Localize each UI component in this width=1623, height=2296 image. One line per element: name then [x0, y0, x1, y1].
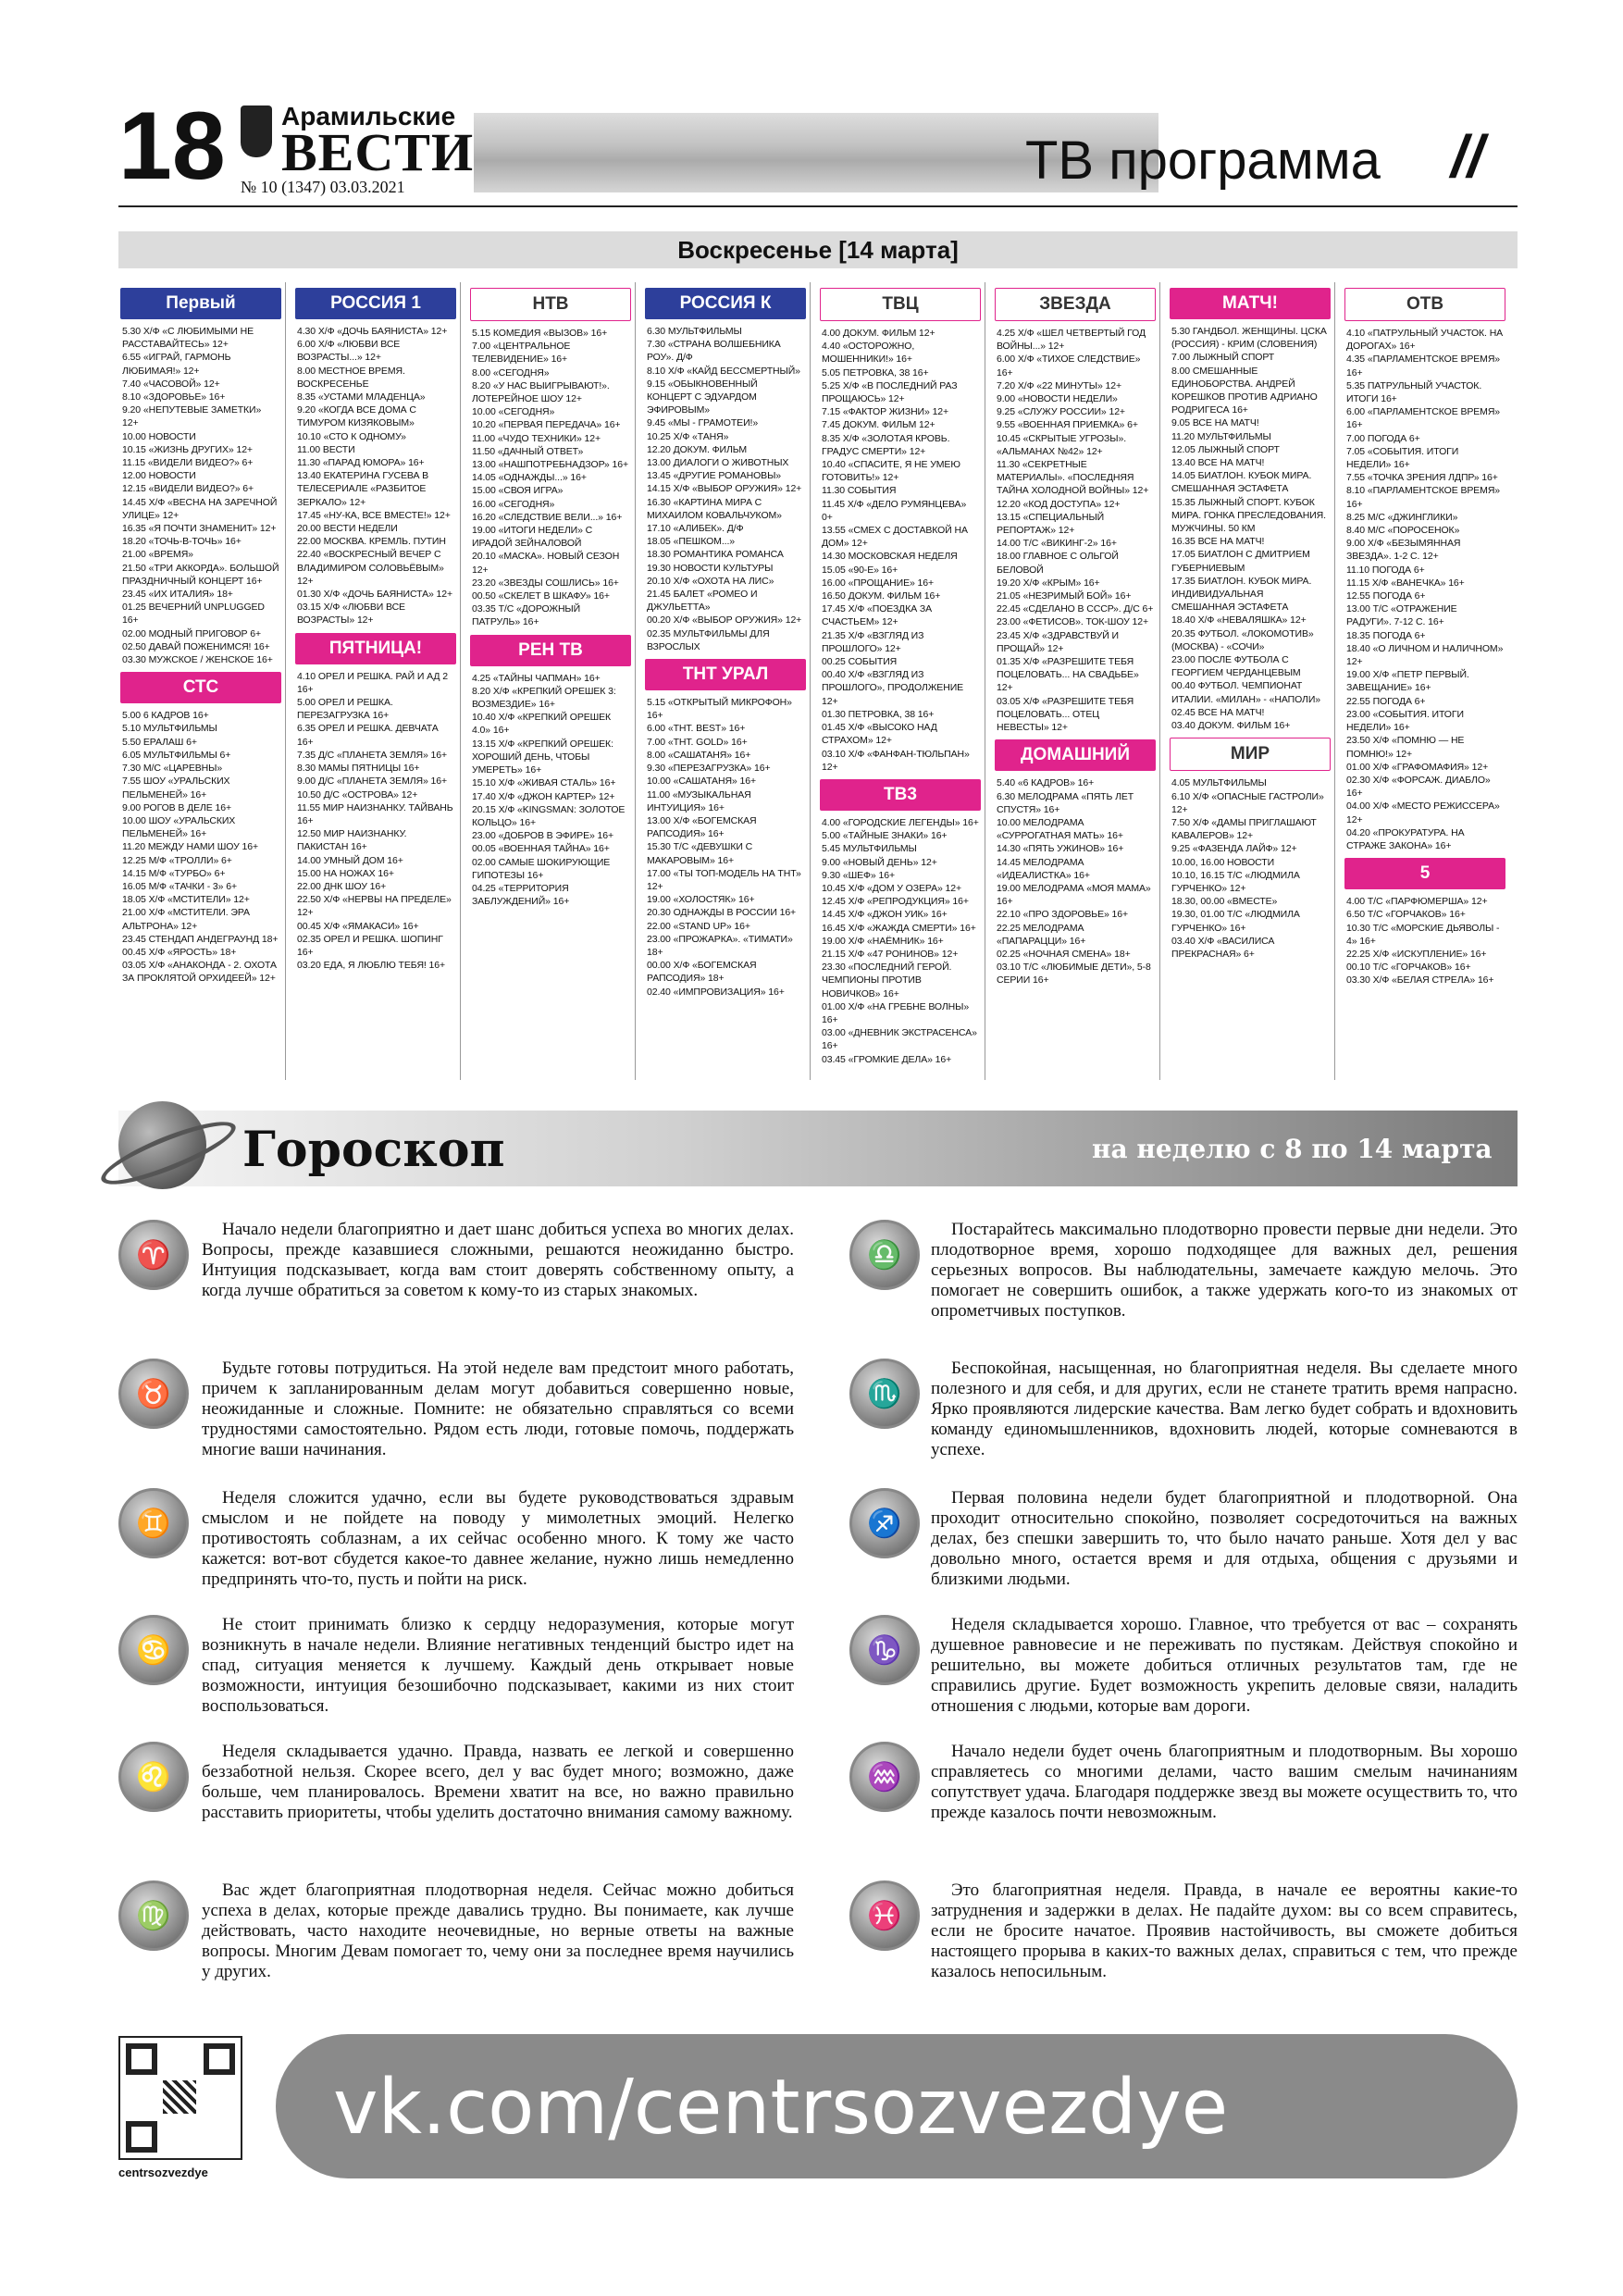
program-list: 4.30 Х/Ф «ДОЧЬ БАЯНИСТА» 12+ 6.00 Х/Ф «ЛЮБВИ ВСЕ ВОЗРАСТЫ...» 12+ 8.00 МЕСТНОЕ ВРЕМЯ. ВОСКРЕСЕНЬЕ 8.35 «УСТАМИ МЛАДЕНЦА» 9.20 «КОГДА ВСЕ ДОМА С ТИМУРОМ КИЗЯКОВЫМ» 10.10 «СТО К ОДНОМУ» 11.00 ВЕСТИ 11.30 «ПАРАД ЮМОРА» 16+ 13.40 ЕКАТЕРИНА ГУСЕВА В ТЕЛЕСЕРИАЛЕ «РАЗБИТОЕ ЗЕРКАЛО» 12+ 17.45 «НУ-КА, ВСЕ ВМЕСТЕ!» 12+ 20.00 ВЕСТИ НЕДЕЛИ 22.00 МОСКВА. КРЕМЛЬ. ПУТИН 22.40 «ВОСКРЕСНЫЙ ВЕЧЕР С ВЛАДИМИРОМ СОЛОВЬЁВЫМ» 12+ 01.30 Х/Ф «ДОЧЬ БАЯНИСТА» 12+ 03.15 Х/Ф «ЛЮБВИ ВСЕ ВОЗРАСТЫ» 12+ [297, 326, 453, 627]
program-list: 5.15 КОМЕДИЯ «ВЫЗОВ» 16+ 7.00 «ЦЕНТРАЛЬНОЕ ТЕЛЕВИДЕНИЕ» 16+ 8.00 «СЕГОДНЯ» 8.20 «У НАС ВЫИГРЫВАЮТ!». ЛОТЕРЕЙНОЕ ШОУ 12+ 10.00 «СЕГОДНЯ» 10.20 «ПЕРВАЯ ПЕРЕДАЧА» 16+ 11.00 «ЧУДО ТЕХНИКИ» 12+ 11.50 «ДАЧНЫЙ ОТВЕТ» 13.00 «НАШПОТРЕБНАДЗОР» 16+ 14.05 «ОДНАЖДЫ...» 16+ 15.00 «СВОЯ ИГРА» 16.00 «СЕГОДНЯ» 16.20 «СЛЕДСТВИЕ ВЕЛИ...» 16+ 19.00 «ИТОГИ НЕДЕЛИ» С ИРАДОЙ ЗЕЙНАЛОВОЙ 20.10 «МАСКА». НОВЫЙ СЕЗОН 12+ 23.20 «ЗВЕЗДЫ СОШЛИСЬ» 16+ 00.50 «СКЕЛЕТ В ШКАФУ» 16+ 03.35 Т/С «ДОРОЖНЫЙ ПАТРУЛЬ» 16+ [472, 328, 628, 628]
program-list: 5.30 Х/Ф «С ЛЮБИМЫМИ НЕ РАССТАВАЙТЕСЬ» 12+ 6.55 «ИГРАЙ, ГАРМОНЬ ЛЮБИМАЯ!» 12+ 7.40 «ЧАСОВОЙ» 12+ 8.10 «ЗДОРОВЬЕ» 16+ 9.20 «НЕПУТЕВЫЕ ЗАМЕТКИ» 12+ 10.00 НОВОСТИ 10.15 «ЖИЗНЬ ДРУГИХ» 12+ 11.15 «ВИДЕЛИ ВИДЕО?» 6+ 12.00 НОВОСТИ 12.15 «ВИДЕЛИ ВИДЕО?» 6+ 14.45 Х/Ф «ВЕСНА НА ЗАРЕЧНОЙ УЛИЦЕ» 12+ 16.35 «Я ПОЧТИ ЗНАМЕНИТ» 12+ 18.20 «ТОЧЬ-В-ТОЧЬ» 16+ 21.00 «ВРЕМЯ» 21.50 «ТРИ АККОРДА». БОЛЬШОЙ ПРАЗДНИЧНЫЙ КОНЦЕРТ 16+ 23.45 «ИХ ИТАЛИЯ» 18+ 01.25 ВЕЧЕРНИЙ UNPLUGGED 16+ 02.00 МОДНЫЙ ПРИГОВОР 6+ 02.50 ДАВАЙ ПОЖЕНИМСЯ! 16+ 03.30 МУЖСКОЕ / ЖЕНСКОЕ 16+ [122, 326, 279, 666]
section-title: ТВ программа [1025, 130, 1381, 191]
channel-logo: СТС [120, 672, 281, 703]
channel-logo: МАТЧ! [1170, 288, 1331, 319]
cancer-icon: ♋ [118, 1615, 192, 1685]
channel-logo: ЗВЕЗДА [995, 288, 1156, 321]
horoscope-week: на неделю с 8 по 14 марта [1092, 1134, 1493, 1164]
program-list: 5.40 «6 КАДРОВ» 16+ 6.30 МЕЛОДРАМА «ПЯТЬ ЛЕТ СПУСТЯ» 16+ 10.00 МЕЛОДРАМА «СУРРОГАТНАЯ МАТЬ» 16+ 14.30 «ПЯТЬ УЖИНОВ» 16+ 14.45 МЕЛОДРАМА «ИДЕАЛИСТКА» 16+ 19.00 МЕЛОДРАМА «МОЯ МАМА» 16+ 22.10 «ПРО ЗДОРОВЬЕ» 16+ 22.25 МЕЛОДРАМА «ПАПАРАЦЦИ» 16+ 02.25 «НОЧНАЯ СМЕНА» 18+ 03.10 Т/С «ЛЮБИМЫЕ ДЕТИ», 5-8 СЕРИИ 16+ [997, 777, 1151, 987]
horoscope-text: Начало недели благоприятно и дает шанс добиться успеха во многих делах. Вопросы, прежде казавшиеся сложными, решаются неожиданно быстро. Интуиция подсказывает, когда вам стоит доверять собственному опыту, а когда лучше обратиться за советом к кому-то из старых знакомых. [202, 1220, 794, 1300]
channel-logo: НТВ [470, 288, 631, 321]
pisces-icon: ♓ [849, 1880, 923, 1951]
horoscope-text: Беспокойная, насыщенная, но благоприятная неделя. Вы сделаете много полезного и для себя, и для других, если не станете тратить время напрасно. Ярко проявляются лидерские качества. Вам легко будет собрать и вдохновить команду единомышленников, вдохновить людей, которые сомневаются в успехе. [931, 1359, 1518, 1459]
sagittarius-icon: ♐ [849, 1488, 923, 1558]
qr-code-icon[interactable] [118, 2036, 242, 2160]
channel-logo: 5 [1344, 858, 1505, 889]
channel-logo: ДОМАШНИЙ [995, 739, 1156, 771]
horoscope-text: Это благоприятная неделя. Правда, в начале ее вероятны какие-то затруднения и задержки в делах. Не падайте духом: вы со всем справитесь, если не бросите начатое. Проявив настойчивость, вы сможете добиться настоящего прорыва в каких-то важных делах, справиться с тем, что прежде казалось непосильным. [931, 1880, 1518, 1981]
channel-logo: ПЯТНИЦА! [295, 633, 456, 664]
channel-logo: ОТВ [1344, 288, 1505, 321]
channel-logo: РЕН ТВ [470, 635, 631, 666]
tv-column-3 [468, 282, 636, 1080]
channel-logo: ТВ3 [820, 779, 981, 811]
program-list: 4.00 Т/С «ПАРФЮМЕРША» 12+ 6.50 Т/С «ГОРЧАКОВ» 16+ 10.30 Т/С «МОРСКИЕ ДЬЯВОЛЫ - 4» 16+ 22.25 Х/Ф «ИСКУПЛЕНИЕ» 16+ 00.10 Т/С «ГОРЧАКОВ» 16+ 03.30 Х/Ф «БЕЛАЯ СТРЕЛА» 16+ [1346, 896, 1500, 987]
page-number: 18 [118, 93, 226, 200]
channel-logo: МИР [1170, 738, 1331, 771]
channel-logo: РОССИЯ К [645, 288, 806, 319]
day-bar: Воскресенье [14 марта] [118, 231, 1518, 268]
horoscope-text: Неделя складывается хорошо. Главное, что требуется от вас – сохранять душевное равновесие и не переживать по пустякам. Действуя спокойно и решительно, вы можете добиться отличных результатов там, где не справились другие. Будет возможность укрепить деловые связи, наладить отношения с людьми, которые вам дороги. [931, 1615, 1518, 1716]
aquarius-icon: ♒ [849, 1742, 923, 1812]
header-rule [118, 205, 1518, 207]
qr-label: centrsozvezdye [118, 2166, 208, 2179]
horoscope-text: Неделя сложится удачно, если вы будете руководствоваться здравым смыслом и не пойдете на поводу у мимолетных эмоций. Нелегко противостоять соблазнам, а их сейчас особенно много. К тому же часто кажется: вот-вот сбудется какое-то давнее желание, нужно лишь немедленно предпринять что-то, пусть и пойти на риск. [202, 1488, 794, 1589]
program-list: 4.05 МУЛЬТФИЛЬМЫ 6.10 Х/Ф «ОПАСНЫЕ ГАСТРОЛИ» 12+ 7.50 Х/Ф «ДАМЫ ПРИГЛАШАЮТ КАВАЛЕРОВ» 12+ 9.25 «ФАЗЕНДА ЛАЙФ» 12+ 10.00, 16.00 НОВОСТИ 10.10, 16.15 Т/С «ЛЮДМИЛА ГУРЧЕНКО» 12+ 18.30, 00.00 «ВМЕСТЕ» 19.30, 01.00 Т/С «ЛЮДМИЛА ГУРЧЕНКО» 16+ 03.40 Х/Ф «ВАСИЛИСА ПРЕКРАСНАЯ» 6+ [1171, 777, 1324, 960]
tv-column-6 [993, 282, 1160, 1080]
channel-logo: ТВЦ [820, 288, 981, 321]
channel-logo: РОССИЯ 1 [295, 288, 456, 319]
issue-info: № 10 (1347) 03.03.2021 [241, 178, 405, 196]
channel-logo: Первый [120, 288, 281, 319]
vk-link[interactable]: vk.com/centrsozvezdye [333, 2064, 1229, 2152]
horoscope-text: Не стоит принимать близко к сердцу недоразумения, которые могут возникнуть в начале недели. Влияние негативных тенденций быстро идет на спад, ситуация меняется к лучшему. Каждый день открывает новые возможности, интуиция безошибочно подсказывает, какими из них стоит воспользоваться. [202, 1615, 794, 1716]
program-list: 5.15 «ОТКРЫТЫЙ МИКРОФОН» 16+ 6.00 «ТНТ. BEST» 16+ 7.00 «ТНТ. GOLD» 16+ 8.00 «САШАТАНЯ» 16+ 9.30 «ПЕРЕЗАГРУЗКА» 16+ 10.00 «САШАТАНЯ» 16+ 11.00 «МУЗЫКАЛЬНАЯ ИНТУИЦИЯ» 16+ 13.00 Х/Ф «БОГЕМСКАЯ РАПСОДИЯ» 16+ 15.30 Т/С «ДЕВУШКИ С МАКАРОВЫМ» 16+ 17.00 «ТЫ ТОП-МОДЕЛЬ НА ТНТ» 12+ 19.00 «ХОЛОСТЯК» 16+ 20.30 ОДНАЖДЫ В РОССИИ 16+ 22.00 «STAND UP» 16+ 23.00 «ПРОЖАРКА». «ТИМАТИ» 18+ 00.00 Х/Ф «БОГЕМСКАЯ РАПСОДИЯ» 18+ 02.40 «ИМПРОВИЗАЦИЯ» 16+ [647, 697, 801, 998]
scorpio-icon: ♏ [849, 1359, 923, 1429]
channel-logo: ТНТ УРАЛ [645, 659, 806, 690]
program-list: 4.00 ДОКУМ. ФИЛЬМ 12+ 4.40 «ОСТОРОЖНО, МОШЕННИКИ!» 16+ 5.05 ПЕТРОВКА, 38 16+ 5.25 Х/Ф «В ПОСЛЕДНИЙ РАЗ ПРОЩАЮСЬ» 12+ 7.15 «ФАКТОР ЖИЗНИ» 12+ 7.45 ДОКУМ. ФИЛЬМ 12+ 8.35 Х/Ф «ЗОЛОТАЯ КРОВЬ. ГРАДУС СМЕРТИ» 12+ 10.40 «СПАСИТЕ, Я НЕ УМЕЮ ГОТОВИТЬ!» 12+ 11.30 СОБЫТИЯ 11.45 Х/Ф «ДЕЛО РУМЯНЦЕВА» 0+ 13.55 «СМЕХ С ДОСТАВКОЙ НА ДОМ» 12+ 14.30 МОСКОВСКАЯ НЕДЕЛЯ 15.05 «90-Е» 16+ 16.00 «ПРОЩАНИЕ» 16+ 16.50 ДОКУМ. ФИЛЬМ 16+ 17.45 Х/Ф «ПОЕЗДКА ЗА СЧАСТЬЕМ» 12+ 21.35 Х/Ф «ВЗГЛЯД ИЗ ПРОШЛОГО» 12+ 00.25 СОБЫТИЯ 00.40 Х/Ф «ВЗГЛЯД ИЗ ПРОШЛОГО», ПРОДОЛЖЕНИЕ 12+ 01.30 ПЕТРОВКА, 38 16+ 01.45 Х/Ф «ВЫСОКО НАД СТРАХОМ» 12+ 03.10 Х/Ф «ФАНФАН-ТЮЛЬПАН» 12+ [822, 328, 970, 773]
horoscope-text: Постарайтесь максимально плодотворно провести первые дни недели. Это плодотворное время, хорошо подходящее для важных дел, решения серьезных вопросов. Вы наблюдательны, замечаете каждую мелочь. Это помогает не совершить ошибок, а также удержать кого-то из знакомых от опрометчивых поступков. [931, 1220, 1518, 1321]
tv-column-2 [293, 282, 461, 1080]
tv-column-7 [1168, 282, 1335, 1080]
gemini-icon: ♊ [118, 1488, 192, 1558]
virgo-icon: ♍ [118, 1880, 192, 1951]
horoscope-text: Первая половина недели будет благоприятной и плодотворной. Она проходит относительно спокойно, позволяет сосредоточиться на важных делах, без спешки завершить то, что было начато раньше. Хотя дел у вас довольно много, остается время и для отдыха, общения с друзьями и близкими людьми. [931, 1488, 1518, 1589]
program-list: 6.30 МУЛЬТФИЛЬМЫ 7.30 «СТРАНА ВОЛШЕБНИКА РОУ». Д/Ф 8.10 Х/Ф «КАЙД БЕССМЕРТНЫЙ» 9.15 «ОБЫКНОВЕННЫЙ КОНЦЕРТ С ЭДУАРДОМ ЭФИРОВЫМ» 9.45 «МЫ - ГРАМОТЕИ!» 10.25 Х/Ф «ТАНЯ» 12.20 ДОКУМ. ФИЛЬМ 13.00 ДИАЛОГИ О ЖИВОТНЫХ 13.45 «ДРУГИЕ РОМАНОВЫ» 14.15 Х/Ф «ВЫБОР ОРУЖИЯ» 12+ 16.30 «КАРТИНА МИРА С МИХАИЛОМ КОВАЛЬЧУКОМ» 17.10 «АЛИБЕК». Д/Ф 18.05 «ПЕШКОМ...» 18.30 РОМАНТИКА РОМАНСА 19.30 НОВОСТИ КУЛЬТУРЫ 20.10 Х/Ф «ОХОТА НА ЛИС» 21.45 БАЛЕТ «РОМЕО И ДЖУЛЬЕТТА» 00.20 Х/Ф «ВЫБОР ОРУЖИЯ» 12+ 02.35 МУЛЬТФИЛЬМЫ ДЛЯ ВЗРОСЛЫХ [647, 326, 802, 652]
program-list: 4.25 Х/Ф «ШЕЛ ЧЕТВЕРТЫЙ ГОД ВОЙНЫ...» 12+ 6.00 Х/Ф «ТИХОЕ СЛЕДСТВИЕ» 16+ 7.20 Х/Ф «22 МИНУТЫ» 12+ 9.00 «НОВОСТИ НЕДЕЛИ» 9.25 «СЛУЖУ РОССИИ» 12+ 9.55 «ВОЕННАЯ ПРИЕМКА» 6+ 10.45 «СКРЫТЫЕ УГРОЗЫ». «АЛЬМАНАХ №42» 12+ 11.30 «СЕКРЕТНЫЕ МАТЕРИАЛЫ». «ПОСЛЕДНЯЯ ТАЙНА ХОЛОДНОЙ ВОЙНЫ» 12+ 12.20 «КОД ДОСТУПА» 12+ 13.15 «СПЕЦИАЛЬНЫЙ РЕПОРТАЖ» 12+ 14.00 Т/С «ВИКИНГ-2» 16+ 18.00 ГЛАВНОЕ С ОЛЬГОЙ БЕЛОВОЙ 19.20 Х/Ф «КРЫМ» 16+ 21.05 «НЕЗРИМЫЙ БОЙ» 16+ 22.45 «СДЕЛАНО В СССР». Д/С 6+ 23.00 «ФЕТИСОВ». ТОК-ШОУ 12+ 23.45 Х/Ф «ЗДРАВСТВУЙ И ПРОЩАЙ» 12+ 01.35 Х/Ф «РАЗРЕШИТЕ ТЕБЯ ПОЦЕЛОВАТЬ... НА СВАДЬБЕ» 12+ 03.05 Х/Ф «РАЗРЕШИТЕ ТЕБЯ ПОЦЕЛОВАТЬ... ОТЕЦ НЕВЕСТЫ» 12+ [997, 328, 1154, 734]
tv-column-8 [1343, 282, 1509, 1080]
brand-top: Арамильские [281, 102, 456, 130]
capricorn-icon: ♑ [849, 1615, 923, 1685]
tv-column-1 [118, 282, 286, 1080]
tv-column-5 [818, 282, 985, 1080]
brand-main: ВЕСТИ [281, 122, 475, 182]
horoscope-text: Вас ждет благоприятная плодотворная неделя. Сейчас можно добиться успеха в делах, которые прежде давались трудно. Вы понимаете, как лучше действовать, часто находите неочевидные, но верные ответы на важные вопросы. Многим Девам помогает то, чему они за последнее время научились у других. [202, 1880, 794, 1981]
horoscope-title: Гороскоп [242, 1122, 505, 1178]
section-slashes: // [1451, 123, 1484, 190]
page-header [118, 89, 1518, 205]
crest-icon [241, 105, 272, 157]
horoscope-text: Неделя складывается удачно. Правда, назвать ее легкой и совершенно беззаботной нельзя. Скорее всего, дел у вас будет много; возможно, даже больше, чем планировалось. Времени хватит на все, но важно правильно расставить приоритеты, чтобы уделить достаточно внимания самому важному. [202, 1742, 794, 1822]
horoscope-text: Будьте готовы потрудиться. На этой неделе вам предстоит много работать, причем к запланированным делам могут добавиться совершенно новые, неожиданные и сложные. Помните: не обязательно справляться со всеми трудностями самостоятельно. Рядом есть люди, готовые помочь, поддержать многие ваши начинания. [202, 1359, 794, 1459]
program-list: 5.00 6 КАДРОВ 16+ 5.10 МУЛЬТФИЛЬМЫ 5.50 ЕРАЛАШ 6+ 6.05 МУЛЬТФИЛЬМЫ 6+ 7.30 М/С «ЦАРЕВНЫ» 7.55 ШОУ «УРАЛЬСКИХ ПЕЛЬМЕНЕЙ» 16+ 9.00 РОГОВ В ДЕЛЕ 16+ 10.00 ШОУ «УРАЛЬСКИХ ПЕЛЬМЕНЕЙ» 16+ 11.20 МЕЖДУ НАМИ ШОУ 16+ 12.25 М/Ф «ТРОЛЛИ» 6+ 14.15 М/Ф «ТУРБО» 6+ 16.05 М/Ф «ТАЧКИ - 3» 6+ 18.05 Х/Ф «МСТИТЕЛИ» 12+ 21.00 Х/Ф «МСТИТЕЛИ. ЭРА АЛЬТРОНА» 12+ 23.45 СТЕНДАП АНДЕГРАУНД 18+ 00.45 Х/Ф «ЯРОСТЬ» 18+ 03.05 Х/Ф «АНАКОНДА - 2. ОХОТА ЗА ПРОКЛЯТОЙ ОРХИДЕЕЙ» 12+ [122, 710, 279, 985]
program-list: 5.30 ГАНДБОЛ. ЖЕНЩИНЫ. ЦСКА (РОССИЯ) - КРИМ (СЛОВЕНИЯ) 7.00 ЛЫЖНЫЙ СПОРТ 8.00 СМЕШАННЫЕ ЕДИНОБОРСТВА. АНДРЕЙ КОРЕШКОВ ПРОТИВ АДРИАНО РОДРИГЕСА 16+ 9.05 ВСЕ НА МАТЧ! 11.20 МУЛЬТФИЛЬМЫ 12.05 ЛЫЖНЫЙ СПОРТ 13.40 ВСЕ НА МАТЧ! 14.05 БИАТЛОН. КУБОК МИРА. СМЕШАННАЯ ЭСТАФЕТА 15.35 ЛЫЖНЫЙ СПОРТ. КУБОК МИРА. ГОНКА ПРЕСЛЕДОВАНИЯ. МУЖЧИНЫ. 50 КМ 16.35 ВСЕ НА МАТЧ! 17.05 БИАТЛОН С ДМИТРИЕМ ГУБЕРНИЕВЫМ 17.35 БИАТЛОН. КУБОК МИРА. ИНДИВИДУАЛЬНАЯ СМЕШАННАЯ ЭСТАФЕТА 18.40 Х/Ф «НЕВАЛЯШКА» 12+ 20.35 ФУТБОЛ. «ЛОКОМОТИВ» (МОСКВА) - «СОЧИ» 23.00 ПОСЛЕ ФУТБОЛА С ГЕОРГИЕМ ЧЕРДАНЦЕВЫМ 00.40 ФУТБОЛ. ЧЕМПИОНАТ ИТАЛИИ. «МИЛАН» - «НАПОЛИ» 02.45 ВСЕ НА МАТЧ! 03.40 ДОКУМ. ФИЛЬМ 16+ [1171, 326, 1327, 732]
horoscope-text: Начало недели будет очень благоприятным и плодотворным. Вы хорошо справляетесь со многими делами, часто вашим смелым начинаниям сопутствует удача. Благодаря поддержке звезд вы можете осуществить то, что прежде казалось почти невозможным. [931, 1742, 1518, 1822]
tv-columns [118, 282, 1518, 1080]
leo-icon: ♌ [118, 1742, 192, 1812]
libra-icon: ♎ [849, 1220, 923, 1290]
tv-column-4 [643, 282, 811, 1080]
taurus-icon: ♉ [118, 1359, 192, 1429]
program-list: 4.00 «ГОРОДСКИЕ ЛЕГЕНДЫ» 16+ 5.00 «ТАЙНЫЕ ЗНАКИ» 16+ 5.45 МУЛЬТФИЛЬМЫ 9.00 «НОВЫЙ ДЕНЬ» 12+ 9.30 «ШЕФ» 16+ 10.45 Х/Ф «ДОМ У ОЗЕРА» 12+ 12.45 Х/Ф «РЕПРОДУКЦИЯ» 16+ 14.45 Х/Ф «ДЖОН УИК» 16+ 16.45 Х/Ф «ЖАЖДА СМЕРТИ» 16+ 19.00 Х/Ф «НАЁМНИК» 16+ 21.15 Х/Ф «47 РОНИНОВ» 12+ 23.30 «ПОСЛЕДНИЙ ГЕРОЙ. ЧЕМПИОНЫ ПРОТИВ НОВИЧКОВ» 16+ 01.00 Х/Ф «НА ГРЕБНЕ ВОЛНЫ» 16+ 03.00 «ДНЕВНИК ЭКСТРАСЕНСА» 16+ 03.45 «ГРОМКИЕ ДЕЛА» 16+ [822, 816, 979, 1065]
program-list: 4.10 ОРЕЛ И РЕШКА. РАЙ И АД 2 16+ 5.00 ОРЕЛ И РЕШКА. ПЕРЕЗАГРУЗКА 16+ 6.35 ОРЕЛ И РЕШКА. ДЕВЧАТА 16+ 7.35 Д/С «ПЛАНЕТА ЗЕМЛЯ» 16+ 8.30 МАМЫ ПЯТНИЦЫ 16+ 9.00 Д/С «ПЛАНЕТА ЗЕМЛЯ» 16+ 10.50 Д/С «ОСТРОВА» 12+ 11.55 МИР НАИЗНАНКУ. ТАЙВАНЬ 16+ 12.50 МИР НАИЗНАНКУ. ПАКИСТАН 16+ 14.00 УМНЫЙ ДОМ 16+ 15.00 НА НОЖАХ 16+ 22.00 ДНК ШОУ 16+ 22.50 Х/Ф «НЕРВЫ НА ПРЕДЕЛЕ» 12+ 00.45 Х/Ф «ЯМАКАСИ» 16+ 02.35 ОРЕЛ И РЕШКА. ШОПИНГ 16+ 03.20 ЕДА, Я ЛЮБЛЮ ТЕБЯ! 16+ [297, 670, 453, 972]
program-list: 4.10 «ПАТРУЛЬНЫЙ УЧАСТОК. НА ДОРОГАХ» 16+ 4.35 «ПАРЛАМЕНТСКОЕ ВРЕМЯ» 16+ 5.35 ПАТРУЛЬНЫЙ УЧАСТОК. ИТОГИ 16+ 6.00 «ПАРЛАМЕНТСКОЕ ВРЕМЯ» 16+ 7.00 ПОГОДА 6+ 7.05 «СОБЫТИЯ. ИТОГИ НЕДЕЛИ» 16+ 7.55 «ТОЧКА ЗРЕНИЯ ЛДПР» 16+ 8.10 «ПАРЛАМЕНТСКОЕ ВРЕМЯ» 16+ 8.25 М/С «ДЖИНГЛИКИ» 8.40 М/С «ПОРОСЕНОК» 9.00 Х/Ф «БЕЗЫМЯННАЯ ЗВЕЗДА». 1-2 С. 12+ 11.10 ПОГОДА 6+ 11.15 Х/Ф «ВАНЕЧКА» 16+ 12.55 ПОГОДА 6+ 13.00 Т/С «ОТРАЖЕНИЕ РАДУГИ». 7-12 С. 16+ 18.35 ПОГОДА 6+ 18.40 «О ЛИЧНОМ И НАЛИЧНОМ» 12+ 19.00 Х/Ф «ПЕТР ПЕРВЫЙ. ЗАВЕЩАНИЕ» 16+ 22.55 ПОГОДА 6+ 23.00 «СОБЫТИЯ. ИТОГИ НЕДЕЛИ» 16+ 23.50 Х/Ф «ПОМНЮ — НЕ ПОМНЮ!» 12+ 01.00 Х/Ф «ГРАФОМАФИЯ» 12+ 02.30 Х/Ф «ФОРСАЖ. ДИАБЛО» 16+ 04.00 Х/Ф «МЕСТО РЕЖИССЕРА» 12+ 04.20 «ПРОКУРАТУРА. НА СТРАЖЕ ЗАКОНА» 16+ [1346, 328, 1504, 851]
program-list: 4.25 «ТАЙНЫ ЧАПМАН» 16+ 8.20 Х/Ф «КРЕПКИЙ ОРЕШЕК 3: ВОЗМЕЗДИЕ» 16+ 10.40 Х/Ф «КРЕПКИЙ ОРЕШЕК 4.0» 16+ 13.15 Х/Ф «КРЕПКИЙ ОРЕШЕК: ХОРОШИЙ ДЕНЬ, ЧТОБЫ УМЕРЕТЬ» 16+ 15.10 Х/Ф «ЖИВАЯ СТАЛЬ» 16+ 17.40 Х/Ф «ДЖОН КАРТЕР» 12+ 20.15 Х/Ф «KINGSMAN: ЗОЛОТОЕ КОЛЬЦО» 16+ 23.00 «ДОБРОВ В ЭФИРЕ» 16+ 00.05 «ВОЕННАЯ ТАЙНА» 16+ 02.00 САМЫЕ ШОКИРУЮЩИЕ ГИПОТЕЗЫ 16+ 04.25 «ТЕРРИТОРИЯ ЗАБЛУЖДЕНИЙ» 16+ [472, 672, 626, 908]
aries-icon: ♈ [118, 1220, 192, 1290]
